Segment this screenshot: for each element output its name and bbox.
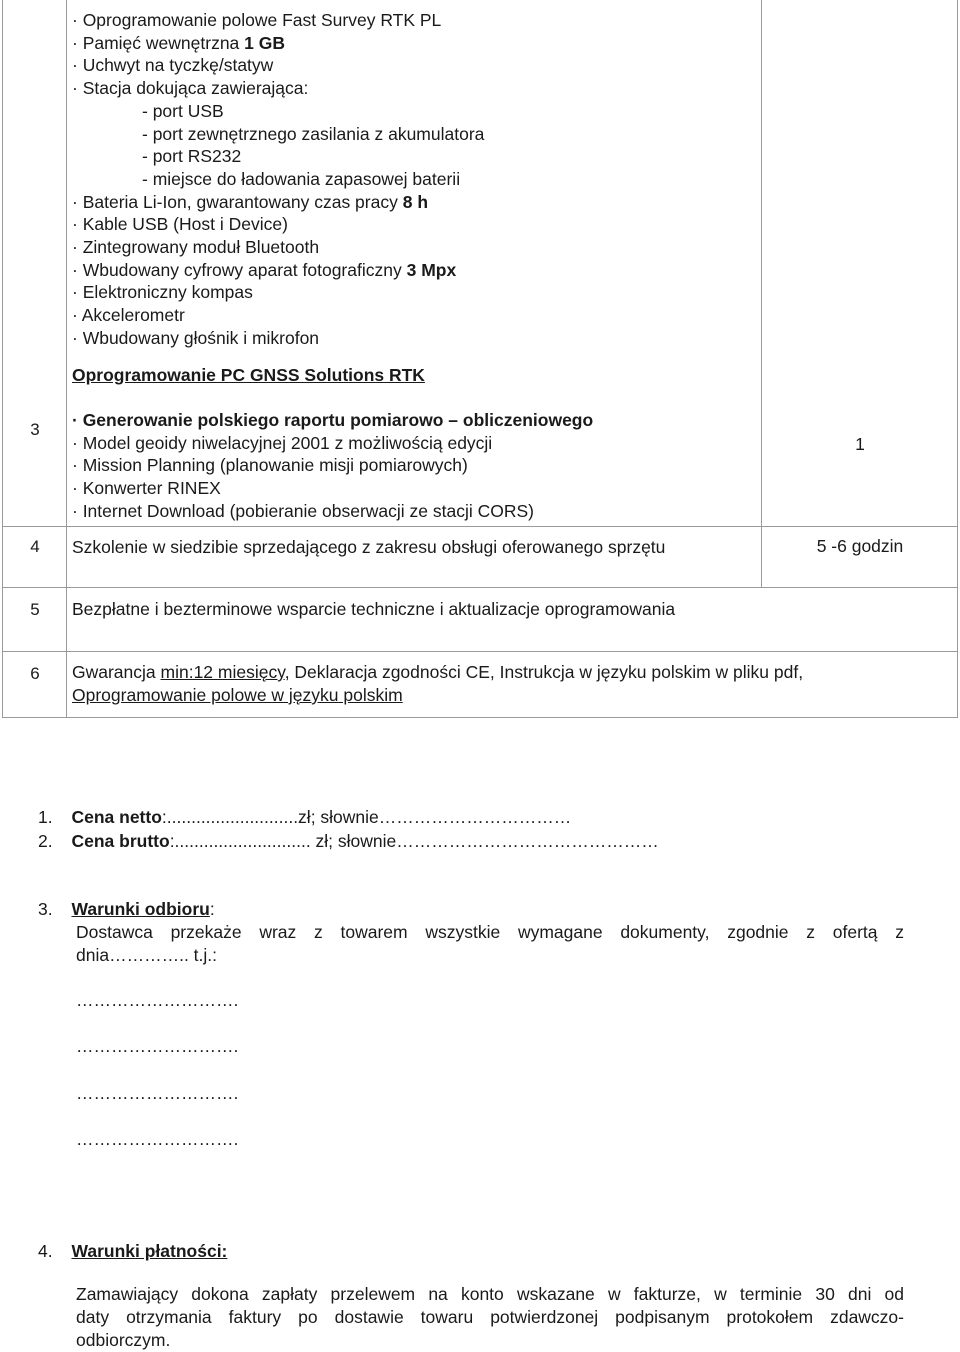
- list-number: 1.: [38, 807, 53, 827]
- feature-text: · Mission Planning (planowanie misji pomiarowych): [72, 455, 468, 476]
- row-number: 6: [30, 664, 40, 683]
- price-net-field: :...........................zł; słownie……………………………: [161, 807, 572, 827]
- payment-text-line3: odbiorczym.: [76, 1330, 171, 1350]
- table-border-bottom: [2, 717, 958, 718]
- feature-value: 8 h: [402, 191, 429, 212]
- feature-text: · Wbudowany cyfrowy aparat fotograficzny: [72, 259, 407, 280]
- row-description: Bezpłatne i bezterminowe wsparcie techniczne i aktualizacje oprogramowania: [72, 599, 676, 619]
- feature-value: 3 Mpx: [406, 259, 457, 280]
- acceptance-colon: :: [209, 899, 215, 919]
- acceptance-heading: [38, 898, 215, 920]
- row-number: 5: [30, 600, 40, 619]
- feature-item: [72, 409, 593, 431]
- row-description: Szkolenie w siedzibie sprzedającego z zakresu obsługi oferowanego sprzętu: [72, 537, 666, 557]
- feature-text: · Uchwyt na tyczkę/statyw: [72, 55, 274, 76]
- price-gross-label: Cena brutto: [71, 831, 170, 851]
- feature-text: · Wbudowany głośnik i mikrofon: [72, 327, 320, 348]
- table-row-divider: [2, 587, 958, 588]
- blank-line: ……………………….: [76, 1036, 239, 1056]
- feature-text: - port USB: [142, 100, 224, 121]
- feature-item: [72, 213, 288, 235]
- pc-software-title: Oprogramowanie PC GNSS Solutions RTK: [72, 365, 425, 385]
- table-row-divider: [2, 526, 958, 527]
- feature-item: [72, 9, 441, 31]
- payment-text-line2: daty otrzymania faktury po dostawie towaru potwierdzonej podpisanym protokołem zdawczo-: [76, 1307, 904, 1327]
- table-column-divider: [761, 0, 762, 588]
- list-number: 4.: [38, 1241, 53, 1261]
- row-number: 3: [30, 420, 40, 439]
- row-quantity: 5 -6 godzin: [816, 536, 904, 556]
- acceptance-text-line1: Dostawca przekaże wraz z towarem wszystkie wymagane dokumenty, zgodnie z ofertą z: [76, 922, 904, 942]
- specification-table: [2, 0, 958, 718]
- feature-text: - miejsce do ładowania zapasowej baterii: [142, 168, 461, 189]
- row-number: 4: [30, 537, 40, 556]
- feature-value: 1 GB: [244, 32, 286, 53]
- blank-line: ……………………….: [76, 990, 239, 1010]
- payment-text-line1: Zamawiający dokona zapłaty przelewem na konto wskazane w fakturze, w terminie 30 dni od: [76, 1284, 904, 1304]
- feature-text: · Pamięć wewnętrzna: [72, 32, 245, 53]
- feature-item: [142, 100, 224, 122]
- feature-item: [72, 236, 319, 258]
- feature-value: · Generowanie polskiego raportu pomiarowo – obliczeniowego: [72, 410, 594, 430]
- feature-text: · Model geoidy niwelacyjnej 2001 z możliwością edycji: [72, 432, 493, 453]
- price-net: [38, 806, 571, 828]
- feature-text: · Elektroniczny kompas: [72, 282, 253, 303]
- feature-item: [72, 54, 273, 76]
- feature-text: · Kable USB (Host i Device): [72, 214, 288, 235]
- acceptance-text-line2: dnia………….. t.j.:: [76, 945, 218, 965]
- feature-text: · Oprogramowanie polowe Fast Survey RTK PL: [72, 10, 442, 30]
- blank-line: ……………………….: [76, 1129, 239, 1149]
- feature-text: - port RS232: [142, 146, 242, 167]
- warranty-period: min:12 miesięcy: [160, 662, 285, 682]
- feature-item: [142, 123, 484, 145]
- feature-item: [142, 145, 241, 167]
- feature-item: [72, 191, 428, 213]
- feature-item: [72, 32, 285, 54]
- payment-heading: [38, 1240, 227, 1262]
- feature-text: · Akcelerometr: [72, 305, 185, 326]
- feature-item: [72, 77, 308, 99]
- feature-text: · Stacja dokująca zawierająca:: [72, 78, 309, 99]
- feature-item: [72, 259, 456, 281]
- feature-item: [142, 168, 460, 190]
- row-quantity: 1: [855, 434, 865, 454]
- warranty-suffix: , Deklaracja zgodności CE, Instrukcja w języku polskim w pliku pdf,: [284, 662, 804, 682]
- table-row-divider: [2, 651, 958, 652]
- row-description-line2: Oprogramowanie polowe w języku polskim: [72, 685, 403, 705]
- feature-text: · Bateria Li-Ion, gwarantowany czas pracy: [72, 191, 403, 212]
- blank-line: ……………………….: [76, 1083, 239, 1103]
- feature-item: [72, 327, 319, 349]
- price-gross-field: :............................ zł; słownie………………………………………: [169, 831, 659, 851]
- warranty-prefix: Gwarancja: [72, 662, 161, 682]
- feature-item: [72, 477, 221, 499]
- price-net-label: Cena netto: [71, 807, 162, 827]
- acceptance-label: Warunki odbioru: [71, 899, 210, 919]
- table-border-right: [957, 0, 958, 718]
- list-number: 3.: [38, 899, 53, 919]
- row-description: [72, 661, 803, 683]
- payment-label: Warunki płatności:: [71, 1241, 228, 1261]
- feature-item: [72, 500, 534, 522]
- feature-item: [72, 432, 492, 454]
- feature-text: · Zintegrowany moduł Bluetooth: [72, 237, 320, 257]
- feature-text: · Internet Download (pobieranie obserwacji ze stacji CORS): [72, 500, 535, 521]
- feature-item: [72, 454, 468, 476]
- price-gross: [38, 830, 659, 852]
- list-number: 2.: [38, 831, 53, 851]
- feature-text: - port zewnętrznego zasilania z akumulatora: [142, 123, 485, 144]
- feature-item: [72, 281, 253, 303]
- feature-text: · Konwerter RINEX: [72, 478, 221, 499]
- feature-item: [72, 304, 185, 326]
